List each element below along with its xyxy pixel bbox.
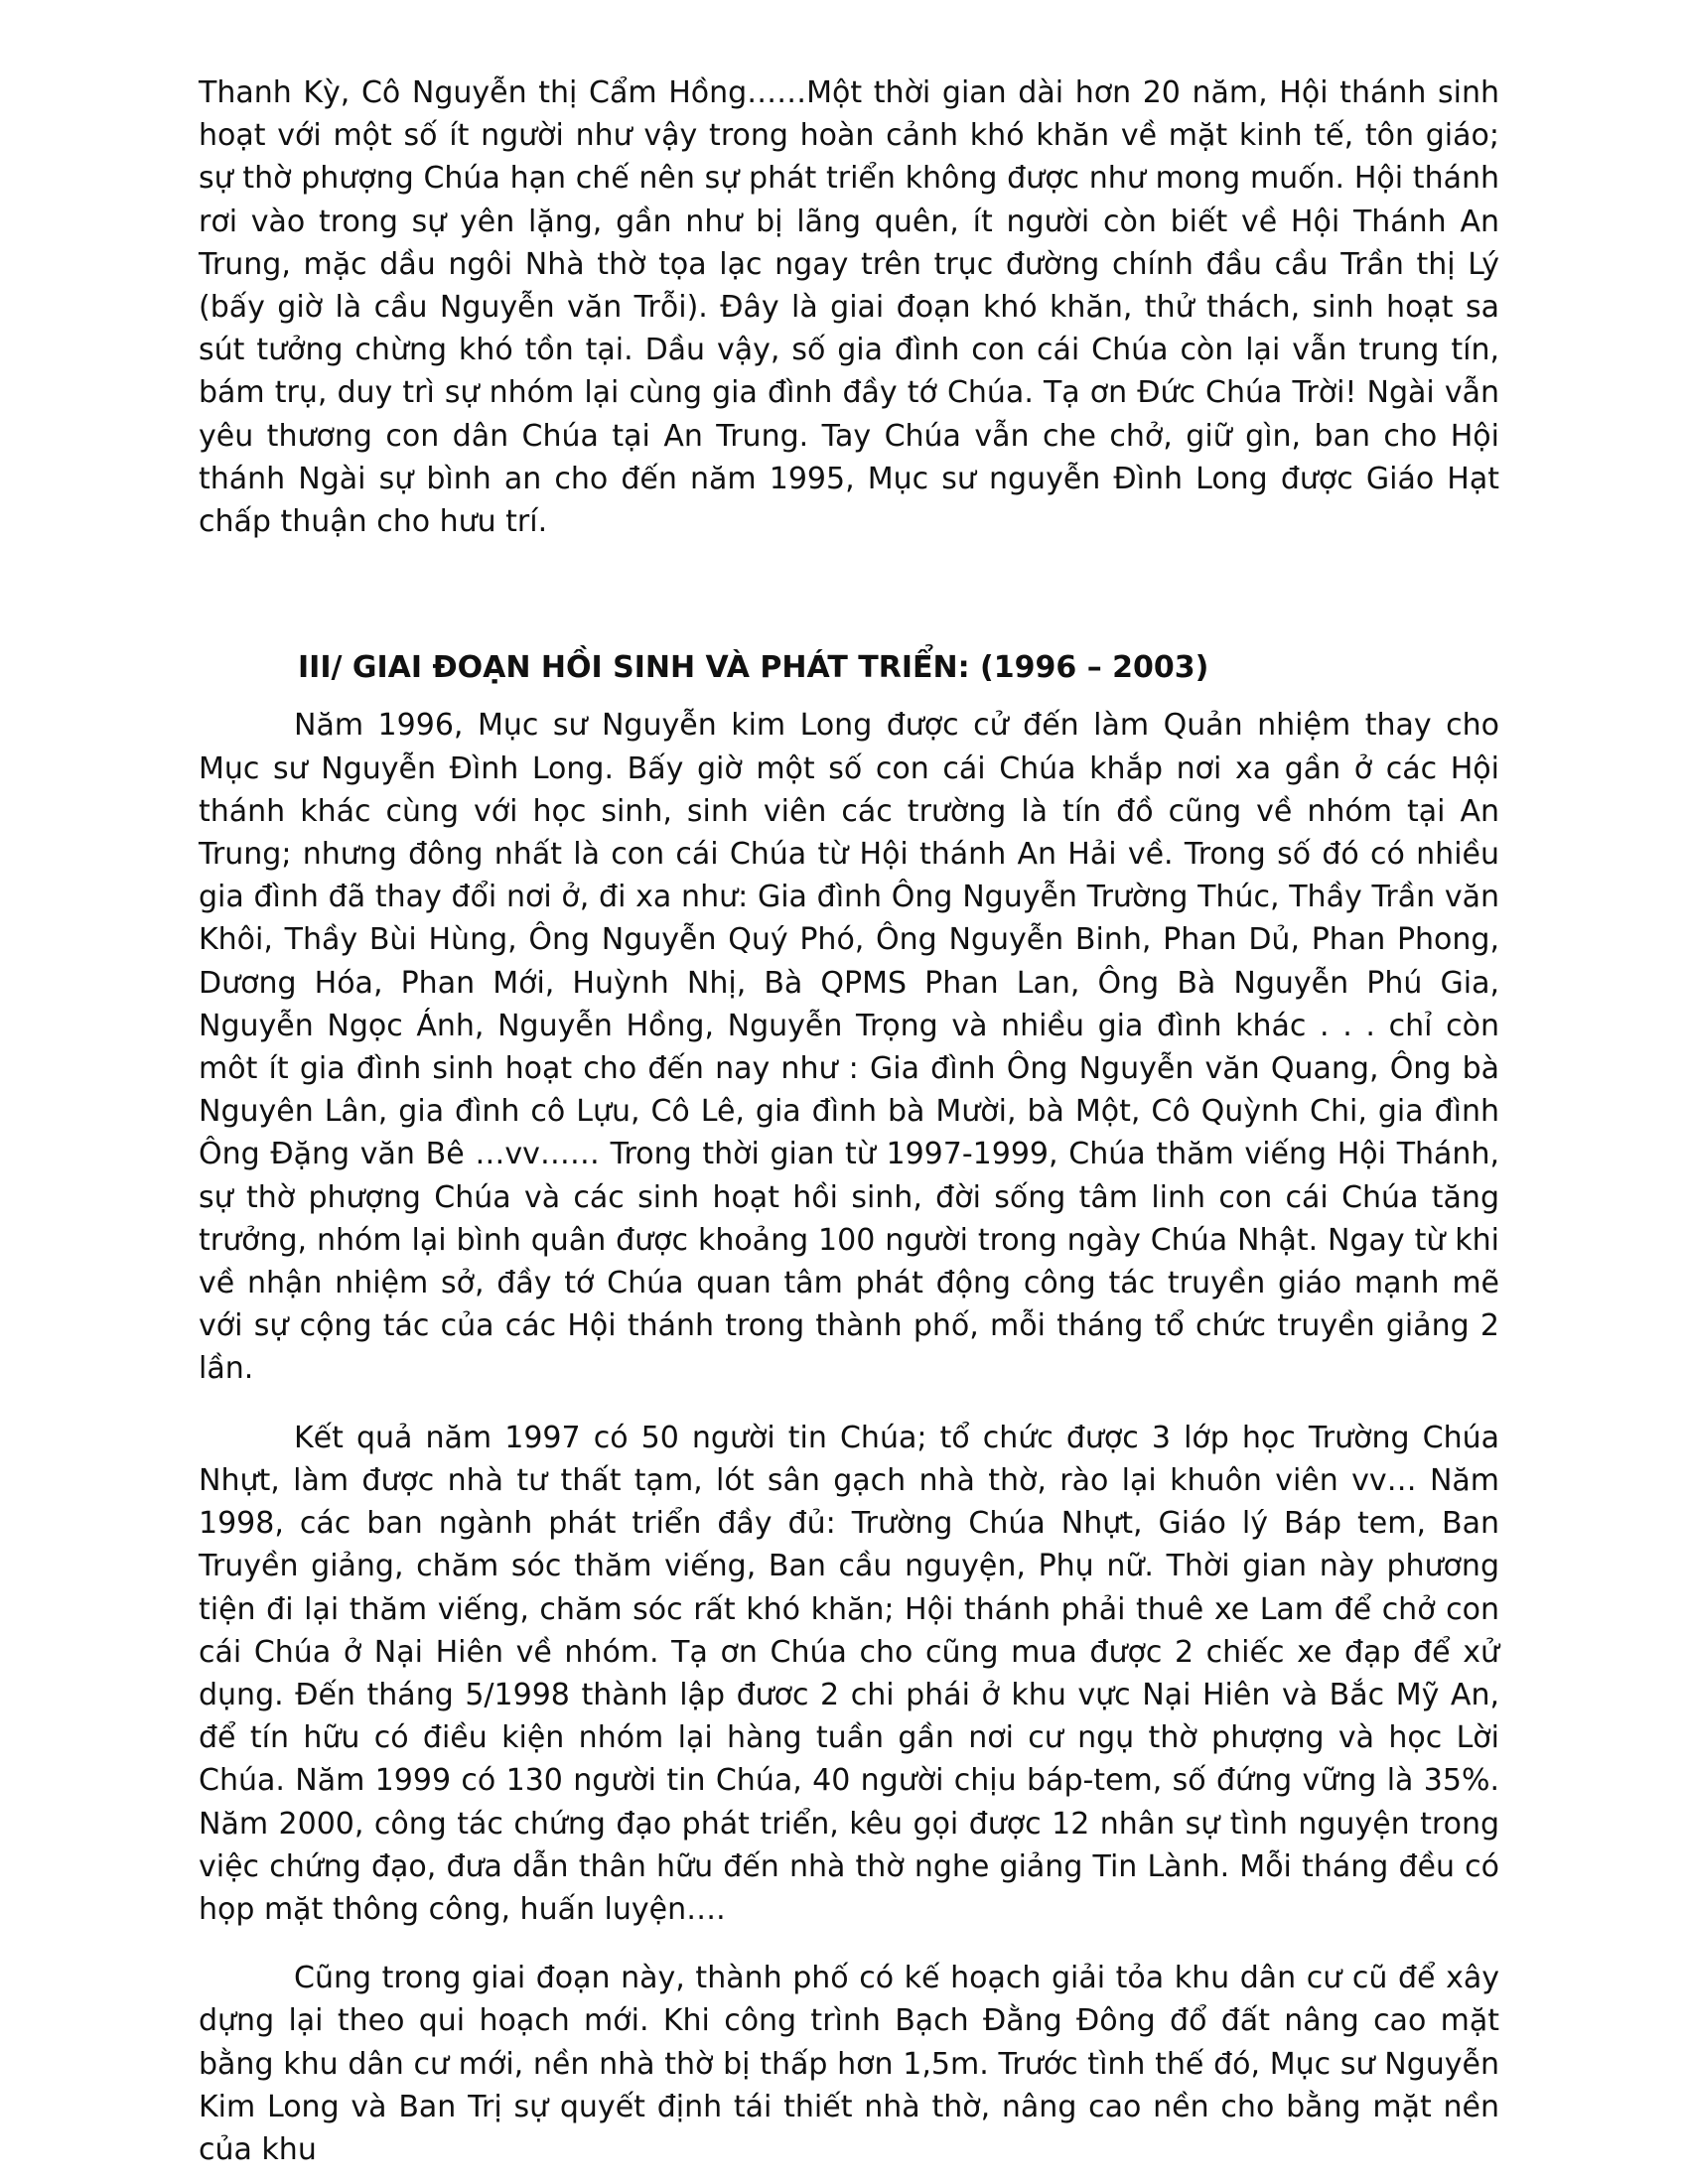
document-page	[199, 71, 1499, 2171]
section-heading: III/ GIAI ĐOẠN HỒI SINH VÀ PHÁT TRIỂN: (1996 – 2003)	[298, 650, 1209, 686]
paragraph-results-1997: Kết quả năm 1997 có 50 người tin Chúa; tổ chức được 3 lớp học Trường Chúa Nhựt, làm được nhà tư thất tạm, lót sân gạch nhà thờ, rào lại khuôn viên vv… Năm 1998, các ban ngành phát triển đầy đủ: Trường Chúa Nhựt, Giáo lý Báp tem, Ban Truyền giảng, chăm sóc thăm viếng, Ban cầu nguyện, Phụ nữ. Thời gian này phương tiện đi lại thăm viếng, chăm sóc rất khó khăn; Hội thánh phải thuê xe Lam để chở con cái Chúa ở Nại Hiên về nhóm. Tạ ơn Chúa cho cũng mua được 2 chiếc xe đạp để xử dụng. Đến tháng 5/1998 thành lập đươc 2 chi phái ở khu vực Nại Hiên và Bắc Mỹ An, để tín hữu có điều kiện nhóm lại hàng tuần gần nơi cư ngụ thờ phượng và học Lời Chúa. Năm 1999 có 130 người tin Chúa, 40 người chịu báp-tem, số đứng vững là 35%. Năm 2000, công tác chứng đạo phát triển, kêu gọi được 12 nhân sự tình nguyện trong việc chứng đạo, đưa dẫn thân hữu đến nhà thờ nghe giảng Tin Lành. Mỗi tháng đều có họp mặt thông công, huấn luyện….	[199, 1420, 1499, 1927]
paragraph-rebuilding: Cũng trong giai đoạn này, thành phố có kế hoạch giải tỏa khu dân cư cũ để xây dựng lại theo qui hoạch mới. Khi công trình Bạch Đằng Đông đổ đất nâng cao mặt bằng khu dân cư mới, nền nhà thờ bị thấp hơn 1,5m. Trước tình thế đó, Mục sư Nguyễn Kim Long và Ban Trị sự quyết định tái thiết nhà thờ, nâng cao nền cho bằng mặt nền của khu	[199, 1961, 1499, 2167]
paragraph-history-continued: Thanh Kỳ, Cô Nguyễn thị Cẩm Hồng……Một thời gian dài hơn 20 năm, Hội thánh sinh hoạt với một số ít người như vậy trong hoàn cảnh khó khăn về mặt kinh tế, tôn giáo; sự thờ phượng Chúa hạn chế nên sự phát triển không được như mong muốn. Hội thánh rơi vào trong sự yên lặng, gần như bị lãng quên, ít người còn biết về Hội Thánh An Trung, mặc dầu ngôi Nhà thờ tọa lạc ngay trên trục đường chính đầu cầu Trần thị Lý (bấy giờ là cầu Nguyễn văn Trỗi). Đây là giai đoạn khó khăn, thử thách, sinh hoạt sa sút tưởng chừng khó tồn tại. Dầu vậy, số gia đình con cái Chúa còn lại vẫn trung tín, bám trụ, duy trì sự nhóm lại cùng gia đình đầy tớ Chúa. Tạ ơn Đức Chúa Trời! Ngài vẫn yêu thương con dân Chúa tại An Trung. Tay Chúa vẫn che chở, giữ gìn, ban cho Hội thánh Ngài sự bình an cho đến năm 1995, Mục sư nguyễn Đình Long được Giáo Hạt chấp thuận cho hưu trí.	[199, 75, 1499, 540]
paragraph-revival-1996: Năm 1996, Mục sư Nguyễn kim Long được cử đến làm Quản nhiệm thay cho Mục sư Nguyễn Đình Long. Bấy giờ một số con cái Chúa khắp nơi xa gần ở các Hội thánh khác cùng với học sinh, sinh viên các trường là tín đồ cũng về nhóm tại An Trung; nhưng đông nhất là con cái Chúa từ Hội thánh An Hải về. Trong số đó có nhiều gia đình đã thay đổi nơi ở, đi xa như: Gia đình Ông Nguyễn Trường Thúc, Thầy Trần văn Khôi, Thầy Bùi Hùng, Ông Nguyễn Quý Phó, Ông Nguyễn Binh, Phan Dủ, Phan Phong, Dương Hóa, Phan Mới, Huỳnh Nhị, Bà QPMS Phan Lan, Ông Bà Nguyễn Phú Gia, Nguyễn Ngọc Ánh, Nguyễn Hồng, Nguyễn Trọng và nhiều gia đình khác . . . chỉ còn môt ít gia đình sinh hoạt cho đến nay như : Gia đình Ông Nguyễn văn Quang, Ông bà Nguyên Lân, gia đình cô Lựu, Cô Lê, gia đình bà Mười, bà Một, Cô Quỳnh Chi, gia đình Ông Đặng văn Bê …vv…… Trong thời gian từ 1997-1999, Chúa thăm viếng Hội Thánh, sự thờ phượng Chúa và các sinh hoạt hồi sinh, đời sống tâm linh con cái Chúa tăng trưởng, nhóm lại bình quân được khoảng 100 người trong ngày Chúa Nhật. Ngay từ khi về nhận nhiệm sở, đầy tớ Chúa quan tâm phát động công tác truyền giáo mạnh mẽ với sự cộng tác của các Hội thánh trong thành phố, mỗi tháng tổ chức truyền giảng 2 lần.	[199, 708, 1499, 1387]
